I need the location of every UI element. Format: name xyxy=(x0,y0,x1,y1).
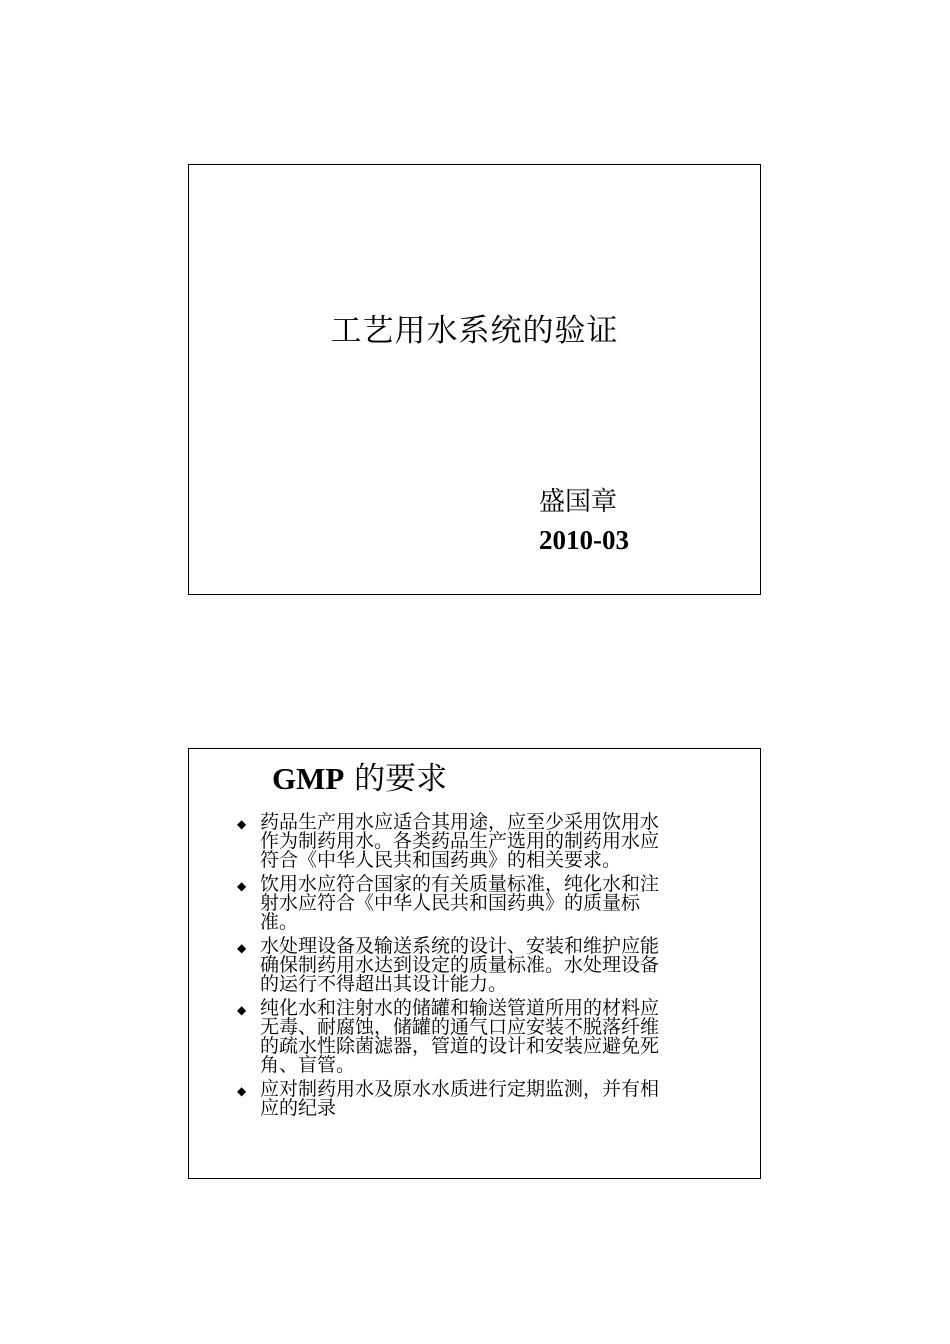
diamond-bullet-icon: ◆ xyxy=(237,1003,247,1017)
bullet-text-line: 的疏水性除菌滤器，管道的设计和安装应避免死 xyxy=(260,1035,660,1057)
slide-title xyxy=(272,753,447,798)
list-item xyxy=(237,999,737,1075)
presentation-date: 2010-03 xyxy=(539,525,629,555)
list-item xyxy=(237,813,737,870)
slide-title: 工艺用水系统的验证 xyxy=(330,313,619,349)
bullet-text-line: 作为制药用水。各类药品生产选用的制药用水应 xyxy=(260,830,660,852)
diamond-bullet-icon: ◆ xyxy=(237,817,247,831)
bullet-text-line: 应的纪录 xyxy=(260,1097,337,1119)
title-latin: GMP xyxy=(272,761,345,796)
list-item xyxy=(237,937,737,994)
bullet-text-line: 准。 xyxy=(260,911,299,933)
requirements-list xyxy=(237,813,737,1123)
diamond-bullet-icon: ◆ xyxy=(237,1084,247,1098)
bullet-text-line: 药品生产用水应适合其用途，应至少采用饮用水 xyxy=(260,811,660,833)
author-name: 盛国章 xyxy=(539,487,618,517)
title-cjk: 的要求 xyxy=(354,761,448,797)
gmp-requirements-slide xyxy=(188,748,761,1179)
bullet-text-line: 射水应符合《中华人民共和国药典》的质量标 xyxy=(260,892,641,914)
list-item xyxy=(237,1080,737,1118)
bullet-text-line: 纯化水和注射水的储罐和输送管道所用的材料应 xyxy=(260,997,660,1019)
bullet-text-line: 确保制药用水达到设定的质量标准。水处理设备 xyxy=(260,954,660,976)
bullet-text-line: 应对制药用水及原水水质进行定期监测，并有相 xyxy=(260,1078,660,1100)
bullet-text-line: 无毒、耐腐蚀，储罐的通气口应安装不脱落纤维 xyxy=(260,1016,660,1038)
bullet-text-line: 水处理设备及输送系统的设计、安装和维护应能 xyxy=(260,935,660,957)
list-item xyxy=(237,875,737,932)
diamond-bullet-icon: ◆ xyxy=(237,879,247,893)
bullet-text-line: 符合《中华人民共和国药典》的相关要求。 xyxy=(260,849,622,871)
bullet-text-line: 角、盲管。 xyxy=(260,1054,356,1076)
diamond-bullet-icon: ◆ xyxy=(237,941,247,955)
bullet-text-line: 的运行不得超出其设计能力。 xyxy=(260,973,508,995)
bullet-text-line: 饮用水应符合国家的有关质量标准，纯化水和注 xyxy=(260,873,660,895)
title-slide xyxy=(188,164,761,595)
